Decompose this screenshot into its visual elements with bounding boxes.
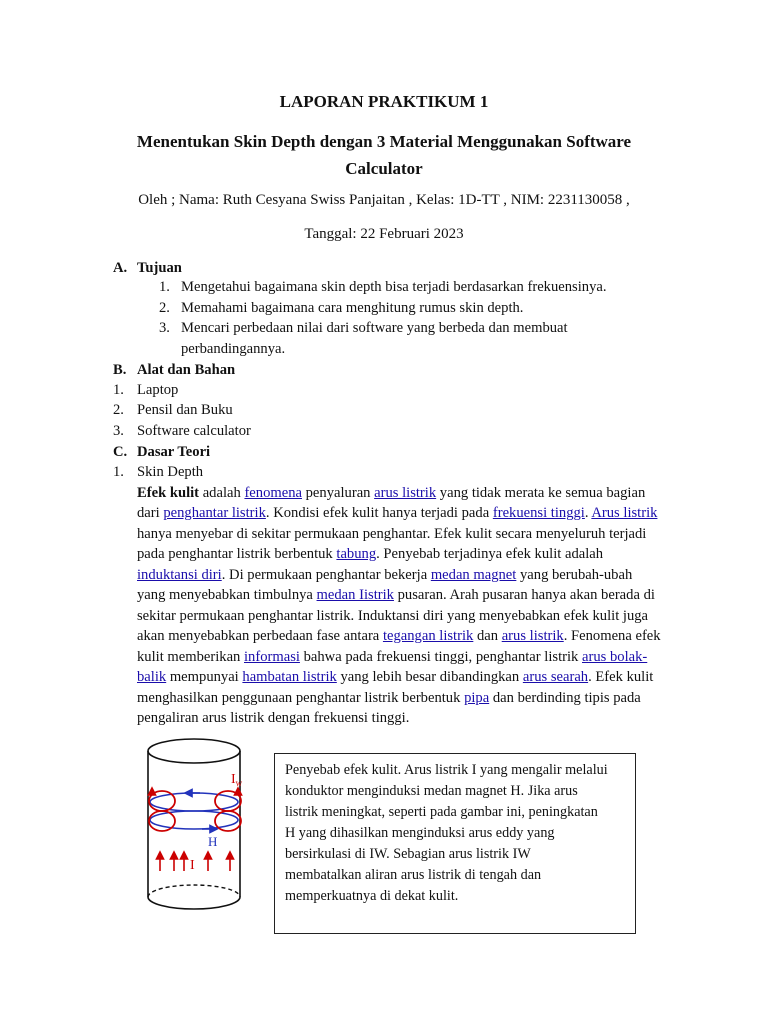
caption-text [285,760,630,907]
link-informasi[interactable]: informasi [244,649,300,665]
caption-line: konduktor menginduksi medan magnet H. Jika arus [285,783,578,799]
text: . [584,505,592,521]
paragraph-line [137,626,661,647]
paragraph-line: hanya menyebar di sekitar permukaan penghantar. Efek kulit secara menyeluruh terjadi [137,526,647,542]
field-loop-h [150,811,238,829]
paragraph-line [137,688,641,709]
list-number: 2. [159,300,170,316]
subtitle-line: Calculator [345,159,423,178]
text: akan menyebabkan perbedaan fase antara [137,628,383,644]
text: yang menyebabkan timbulnya [137,587,317,603]
skin-effect-figure [140,733,260,923]
caption-line: listrik meningkat, seperti pada gambar ini, peningkatan [285,804,598,820]
list-item [113,380,179,401]
text: mempunyai [166,669,243,685]
list-item [159,277,607,298]
text: dan berdinding tipis pada [489,690,641,706]
subsection-heading [113,462,204,483]
link-medan-listrik[interactable]: medan Iistrik [316,587,394,603]
report-subtitle [110,128,658,182]
text: adalah [199,485,245,501]
list-text: Mengetahui bagaimana skin depth bisa terjadi berdasarkan frekuensinya. [181,279,607,295]
text: yang berubah-ubah [516,567,633,583]
cylinder-bottom-back [148,885,240,897]
list-number: 2. [113,402,124,418]
paragraph-line [137,565,632,586]
list-item [113,421,251,442]
paragraph-line [137,503,657,524]
text: yang lebih besar dibandingkan [336,669,523,685]
link-fenomena[interactable]: fenomena [244,485,302,501]
cylinder-bottom-front [148,897,240,909]
list-number: 3. [159,320,170,336]
section-letter: C. [113,444,128,460]
link-medan-magnet[interactable]: medan magnet [430,567,517,583]
text: dan [473,628,502,644]
text: penyaluran [301,485,375,501]
date-line: Tanggal: 22 Februari 2023 [304,226,464,242]
list-item [159,318,568,339]
section-letter: B. [113,362,127,378]
list-number: 1. [159,279,170,295]
link-pipa[interactable]: pipa [464,690,490,706]
caption-line: bersirkulasi di IW. Sebagian arus listrik IW [285,846,531,862]
list-text: Pensil dan Buku [137,402,233,418]
list-text: Laptop [137,382,179,398]
caption-line: memperkuatnya di dekat kulit. [285,888,459,904]
list-text: Memahami bagaimana cara menghitung rumus skin depth. [181,300,524,316]
text: . Di permukaan penghantar bekerja [221,567,431,583]
section-title: Alat dan Bahan [137,362,236,378]
paragraph-line [137,483,645,504]
list-text: Mencari perbedaan nilai dari software yang berbeda dan membuat [181,320,568,336]
paragraph-line [137,667,653,688]
link-arus-listrik[interactable]: arus listrik [374,485,437,501]
list-number: 1. [113,464,124,480]
text: bahwa pada frekuensi tinggi, penghantar listrik [299,649,583,665]
paragraph-line [137,585,655,606]
label-h: H [208,834,218,849]
caption-line: H yang dihasilkan menginduksi arus eddy yang [285,825,555,841]
section-letter: A. [113,260,128,276]
list-text: Software calculator [137,423,251,439]
link-induktansi-diri[interactable]: induktansi diri [137,567,222,583]
label-i: I [190,858,195,873]
paragraph-line: pengaliran arus listrik dengan frekuensi tinggi. [137,710,410,726]
cylinder-top [148,739,240,763]
section-title: Tujuan [137,260,182,276]
list-number: 1. [113,382,124,398]
text: pada penghantar listrik berbentuk [137,546,337,562]
subtitle-line: Menentukan Skin Depth dengan 3 Material Menggunakan Software [136,132,632,151]
text: menghasilkan penggunaan penghantar listrik berbentuk [137,690,465,706]
text: . Kondisi efek kulit hanya terjadi pada [265,505,493,521]
text: yang tidak merata ke semua bagian [436,485,646,501]
link-tabung[interactable]: tabung [336,546,377,562]
text: . Efek kulit [588,669,654,685]
bold-term: Efek kulit [137,485,200,501]
subsection-title: Skin Depth [137,464,204,480]
link-penghantar-listrik[interactable]: penghantar listrik [163,505,266,521]
paragraph-line [137,647,647,668]
link-arus-listrik[interactable]: arus listrik [501,628,564,644]
section-a-heading [113,258,182,279]
section-title: Dasar Teori [137,444,211,460]
label-iw: $I_w$ [231,772,243,788]
field-loop-h [150,793,238,811]
text: kulit memberikan [137,649,244,665]
link-tegangan-listrik[interactable]: tegangan listrik [382,628,474,644]
link-hambatan-listrik[interactable]: hambatan listrik [242,669,337,685]
list-item [159,298,524,319]
list-text-continuation: perbandingannya. [181,341,286,357]
link-frekuensi-tinggi[interactable]: frekuensi tinggi [492,505,585,521]
report-title: LAPORAN PRAKTIKUM 1 [279,92,489,111]
link-arus-searah[interactable]: arus searah [522,669,589,685]
list-number: 3. [113,423,124,439]
paragraph-line: sekitar permukaan penghantar listrik. Induktansi diri yang menyebabkan efek kulit juga [137,608,649,624]
caption-line: Penyebab efek kulit. Arus listrik I yang mengalir melalui [285,762,608,778]
text: . Fenomena efek [563,628,661,644]
author-line: Oleh ; Nama: Ruth Cesyana Swiss Panjaitan , Kelas: 1D-TT , NIM: 2231130058 , [138,192,630,208]
section-c-heading [113,442,211,463]
caption-line: membatalkan aliran arus listrik di tengah dan [285,867,542,883]
list-item [113,400,233,421]
paragraph-line [137,544,603,565]
link-arus-bolak-balik[interactable]: arus bolak- [582,649,648,665]
section-b-heading [113,360,236,381]
text: pusaran. Arah pusaran hanya akan berada di [393,587,655,603]
text: . Penyebab terjadinya efek kulit adalah [376,546,604,562]
link-arus-bolak-balik[interactable]: balik [137,669,167,685]
link-arus-listrik[interactable]: Arus listrik [591,505,658,521]
text: dari [137,505,164,521]
